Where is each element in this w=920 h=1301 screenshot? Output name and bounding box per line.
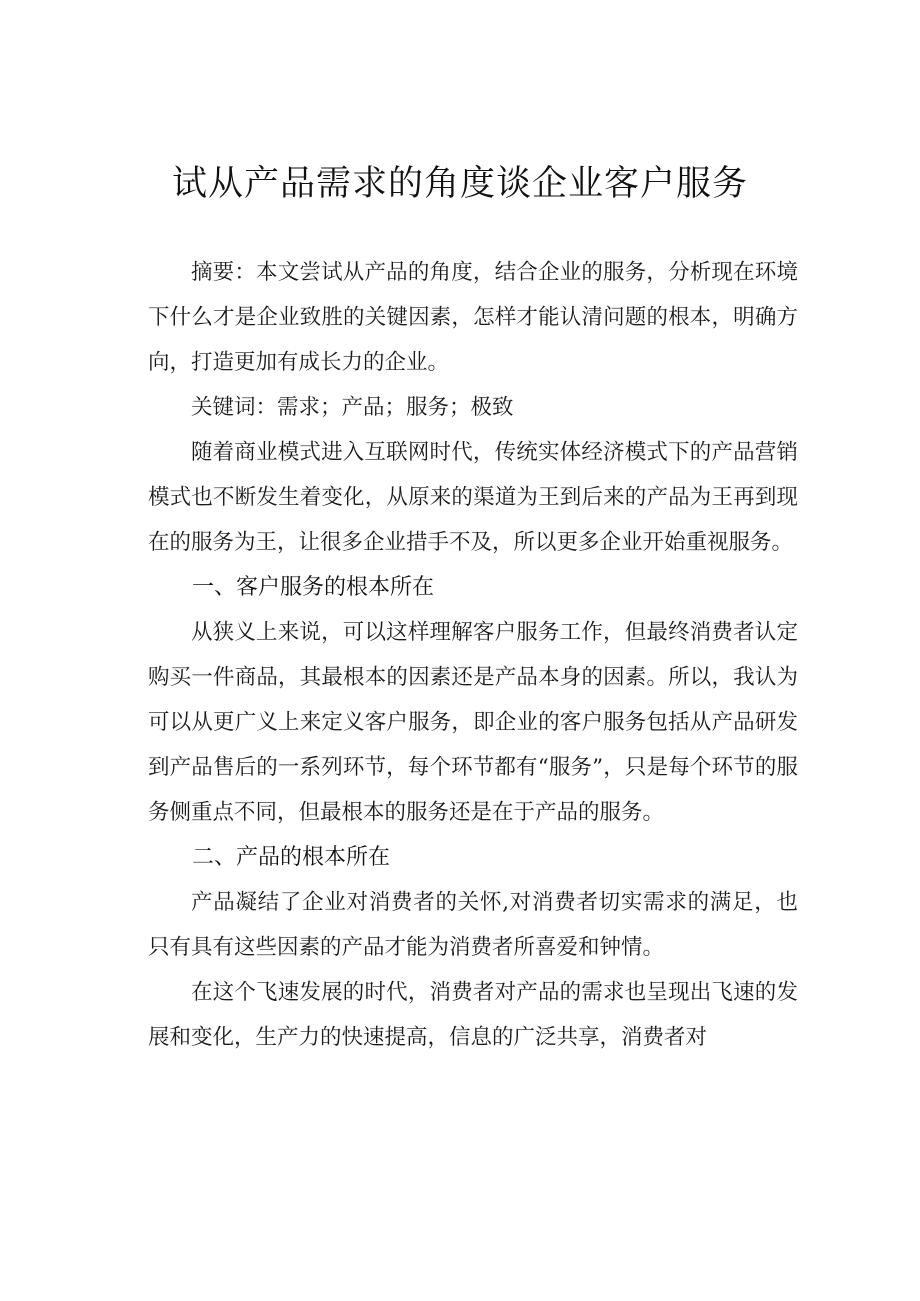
document-body [148,250,798,1060]
keywords-line: 关键词：需求；产品；服务；极致 [191,395,514,420]
section-1-heading: 一、客户服务的根本所在 [192,575,435,600]
section-2-paragraph-1: 产品凝结了企业对消费者的关怀,对消费者切实需求的满足，也只有具有这些因素的产品才能为消费者所喜爱和钟情。 [148,890,798,960]
document-title: 试从产品需求的角度谈企业客户服务 [171,164,748,204]
section-2-paragraph-2: 在这个飞速发展的时代，消费者对产品的需求也呈现出飞速的发展和变化，生产力的快速提高，信息的广泛共享，消费者对 [148,980,798,1050]
section-1-paragraph: 从狭义上来说，可以这样理解客户服务工作，但最终消费者认定购买一件商品，其最根本的因素还是产品本身的因素。所以，我认为可以从更广义上来定义客户服务，即企业的客户服务包括从产品研发到产品售后的一系列环节，每个环节都有“服务”，只是每个环节的服务侧重点不同，但最根本的服务还是在于产品的服务。 [148,620,798,825]
section-2-heading: 二、产品的根本所在 [192,845,391,870]
intro-paragraph: 随着商业模式进入互联网时代，传统实体经济模式下的产品营销模式也不断发生着变化，从原来的渠道为王到后来的产品为王再到现在的服务为王，让很多企业措手不及，所以更多企业开始重视服务。 [148,440,798,555]
abstract-paragraph: 摘要：本文尝试从产品的角度，结合企业的服务，分析现在环境下什么才是企业致胜的关键因素，怎样才能认清问题的根本，明确方向，打造更加有成长力的企业。 [148,260,798,375]
